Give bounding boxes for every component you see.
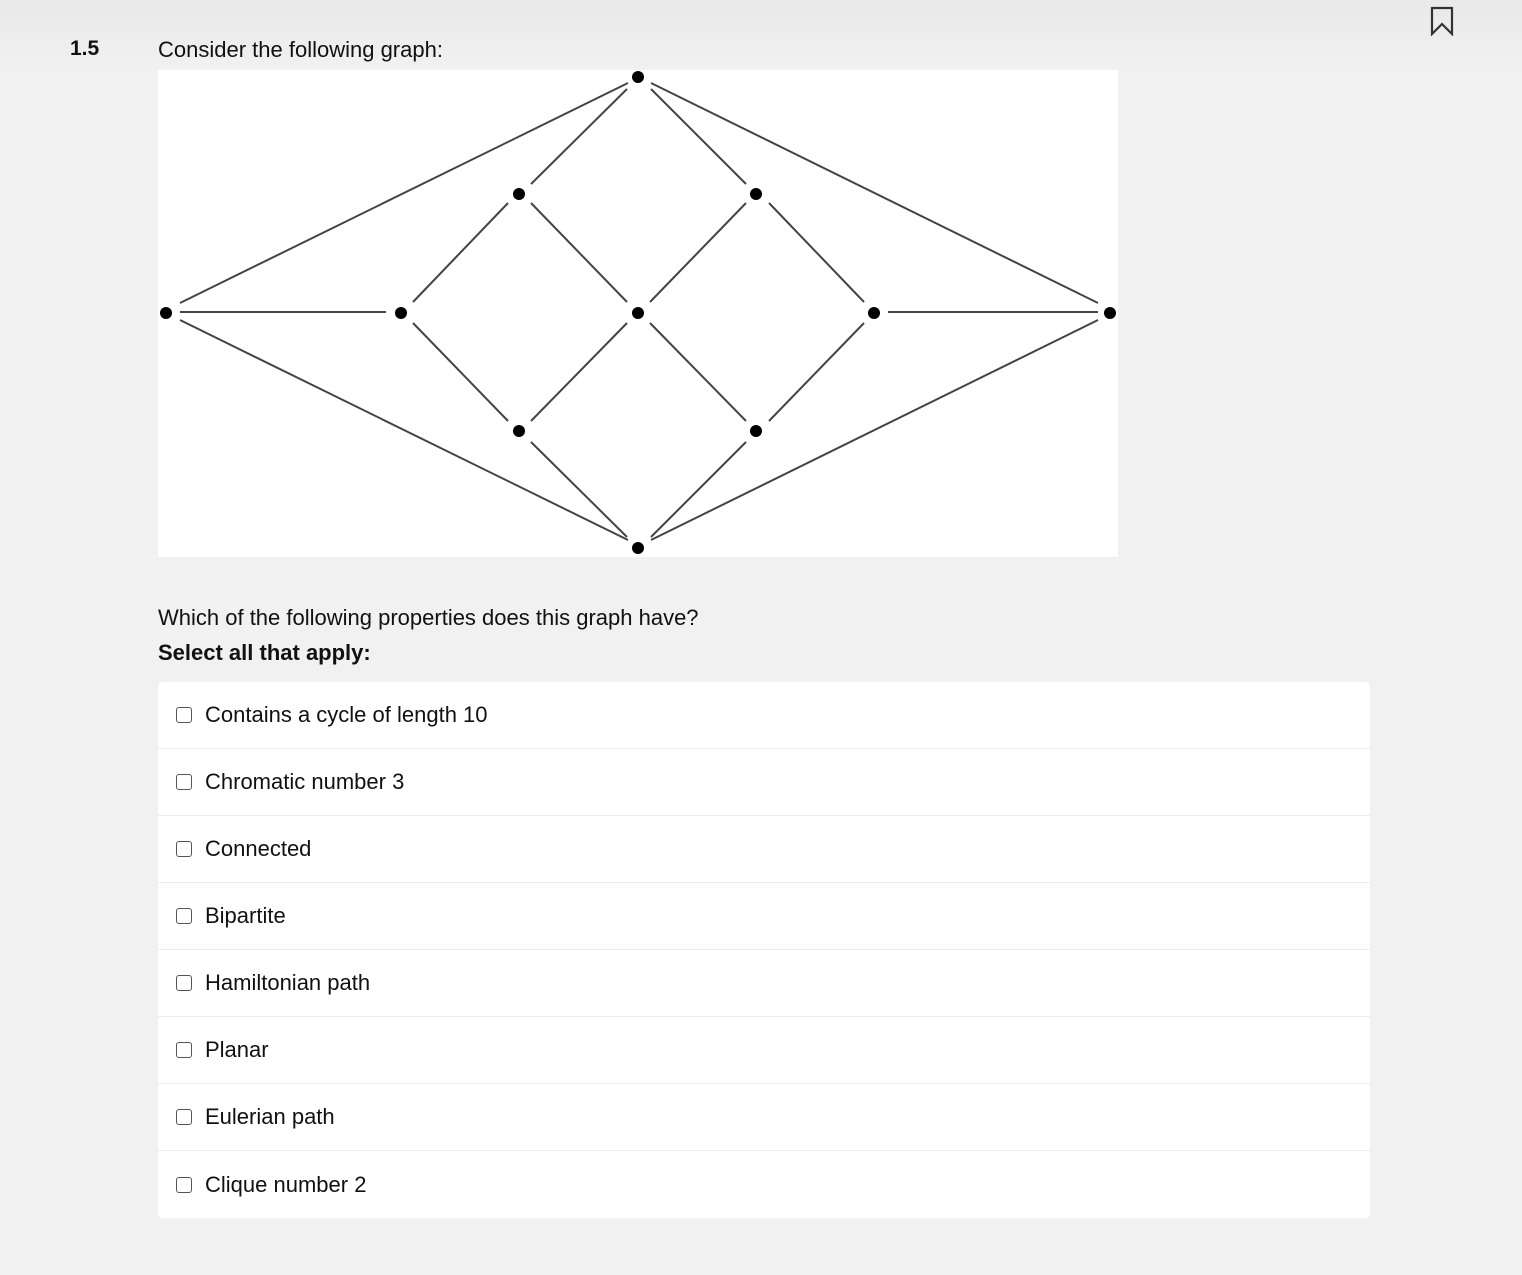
checkbox[interactable] [176,1177,192,1193]
graph-vertex [1104,307,1116,319]
graph-vertex [750,188,762,200]
graph-edge [651,89,746,184]
graph-edge [650,323,746,421]
question-text: Consider the following graph: [158,37,443,62]
graph-vertex [632,542,644,554]
graph-edge [180,320,628,540]
select-all-instruction: Select all that apply: [158,640,371,665]
option-label: Hamiltonian path [205,970,371,995]
option-label: Eulerian path [205,1104,335,1129]
graph-svg [158,70,1118,557]
graph-edge [651,320,1098,540]
graph-vertex [513,188,525,200]
option-label: Contains a cycle of length 10 [205,702,488,727]
options-list [158,682,1370,1218]
option-label: Connected [205,836,312,861]
graph-vertex [750,425,762,437]
option-row[interactable] [158,682,1370,749]
graph-edge [531,89,627,184]
option-row[interactable] [158,1084,1370,1151]
option-label: Bipartite [205,903,286,928]
graph-vertex [395,307,407,319]
checkbox[interactable] [176,1042,192,1058]
question-prompt: Which of the following properties does this graph have? [158,605,699,630]
option-row[interactable] [158,1017,1370,1084]
graph-edge [413,203,508,302]
graph-vertex [632,307,644,319]
checkbox[interactable] [176,707,192,723]
option-row[interactable] [158,749,1370,816]
graph-edge [769,203,864,302]
graph-edge [650,203,746,302]
graph-edge [180,83,628,303]
checkbox[interactable] [176,908,192,924]
graph-edge [531,323,627,421]
question-number: 1.5 [70,37,100,60]
option-label: Chromatic number 3 [205,769,405,794]
graph-edge [651,442,746,537]
checkbox[interactable] [176,841,192,857]
graph-vertex [513,425,525,437]
checkbox[interactable] [176,1109,192,1125]
graph-vertex [868,307,880,319]
graph-edge [531,203,627,302]
option-row[interactable] [158,950,1370,1017]
checkbox[interactable] [176,975,192,991]
option-label: Planar [205,1037,269,1062]
option-row[interactable] [158,883,1370,950]
bookmark-icon[interactable] [1429,6,1455,36]
graph-vertex [632,71,644,83]
graph-vertex [160,307,172,319]
graph-edge [413,323,508,421]
option-row[interactable] [158,816,1370,883]
graph-edge [651,83,1098,303]
graph-figure [158,70,1118,557]
graph-edge [769,323,864,421]
graph-edge [531,442,627,537]
option-row[interactable] [158,1151,1370,1218]
checkbox[interactable] [176,774,192,790]
option-label: Clique number 2 [205,1171,367,1197]
